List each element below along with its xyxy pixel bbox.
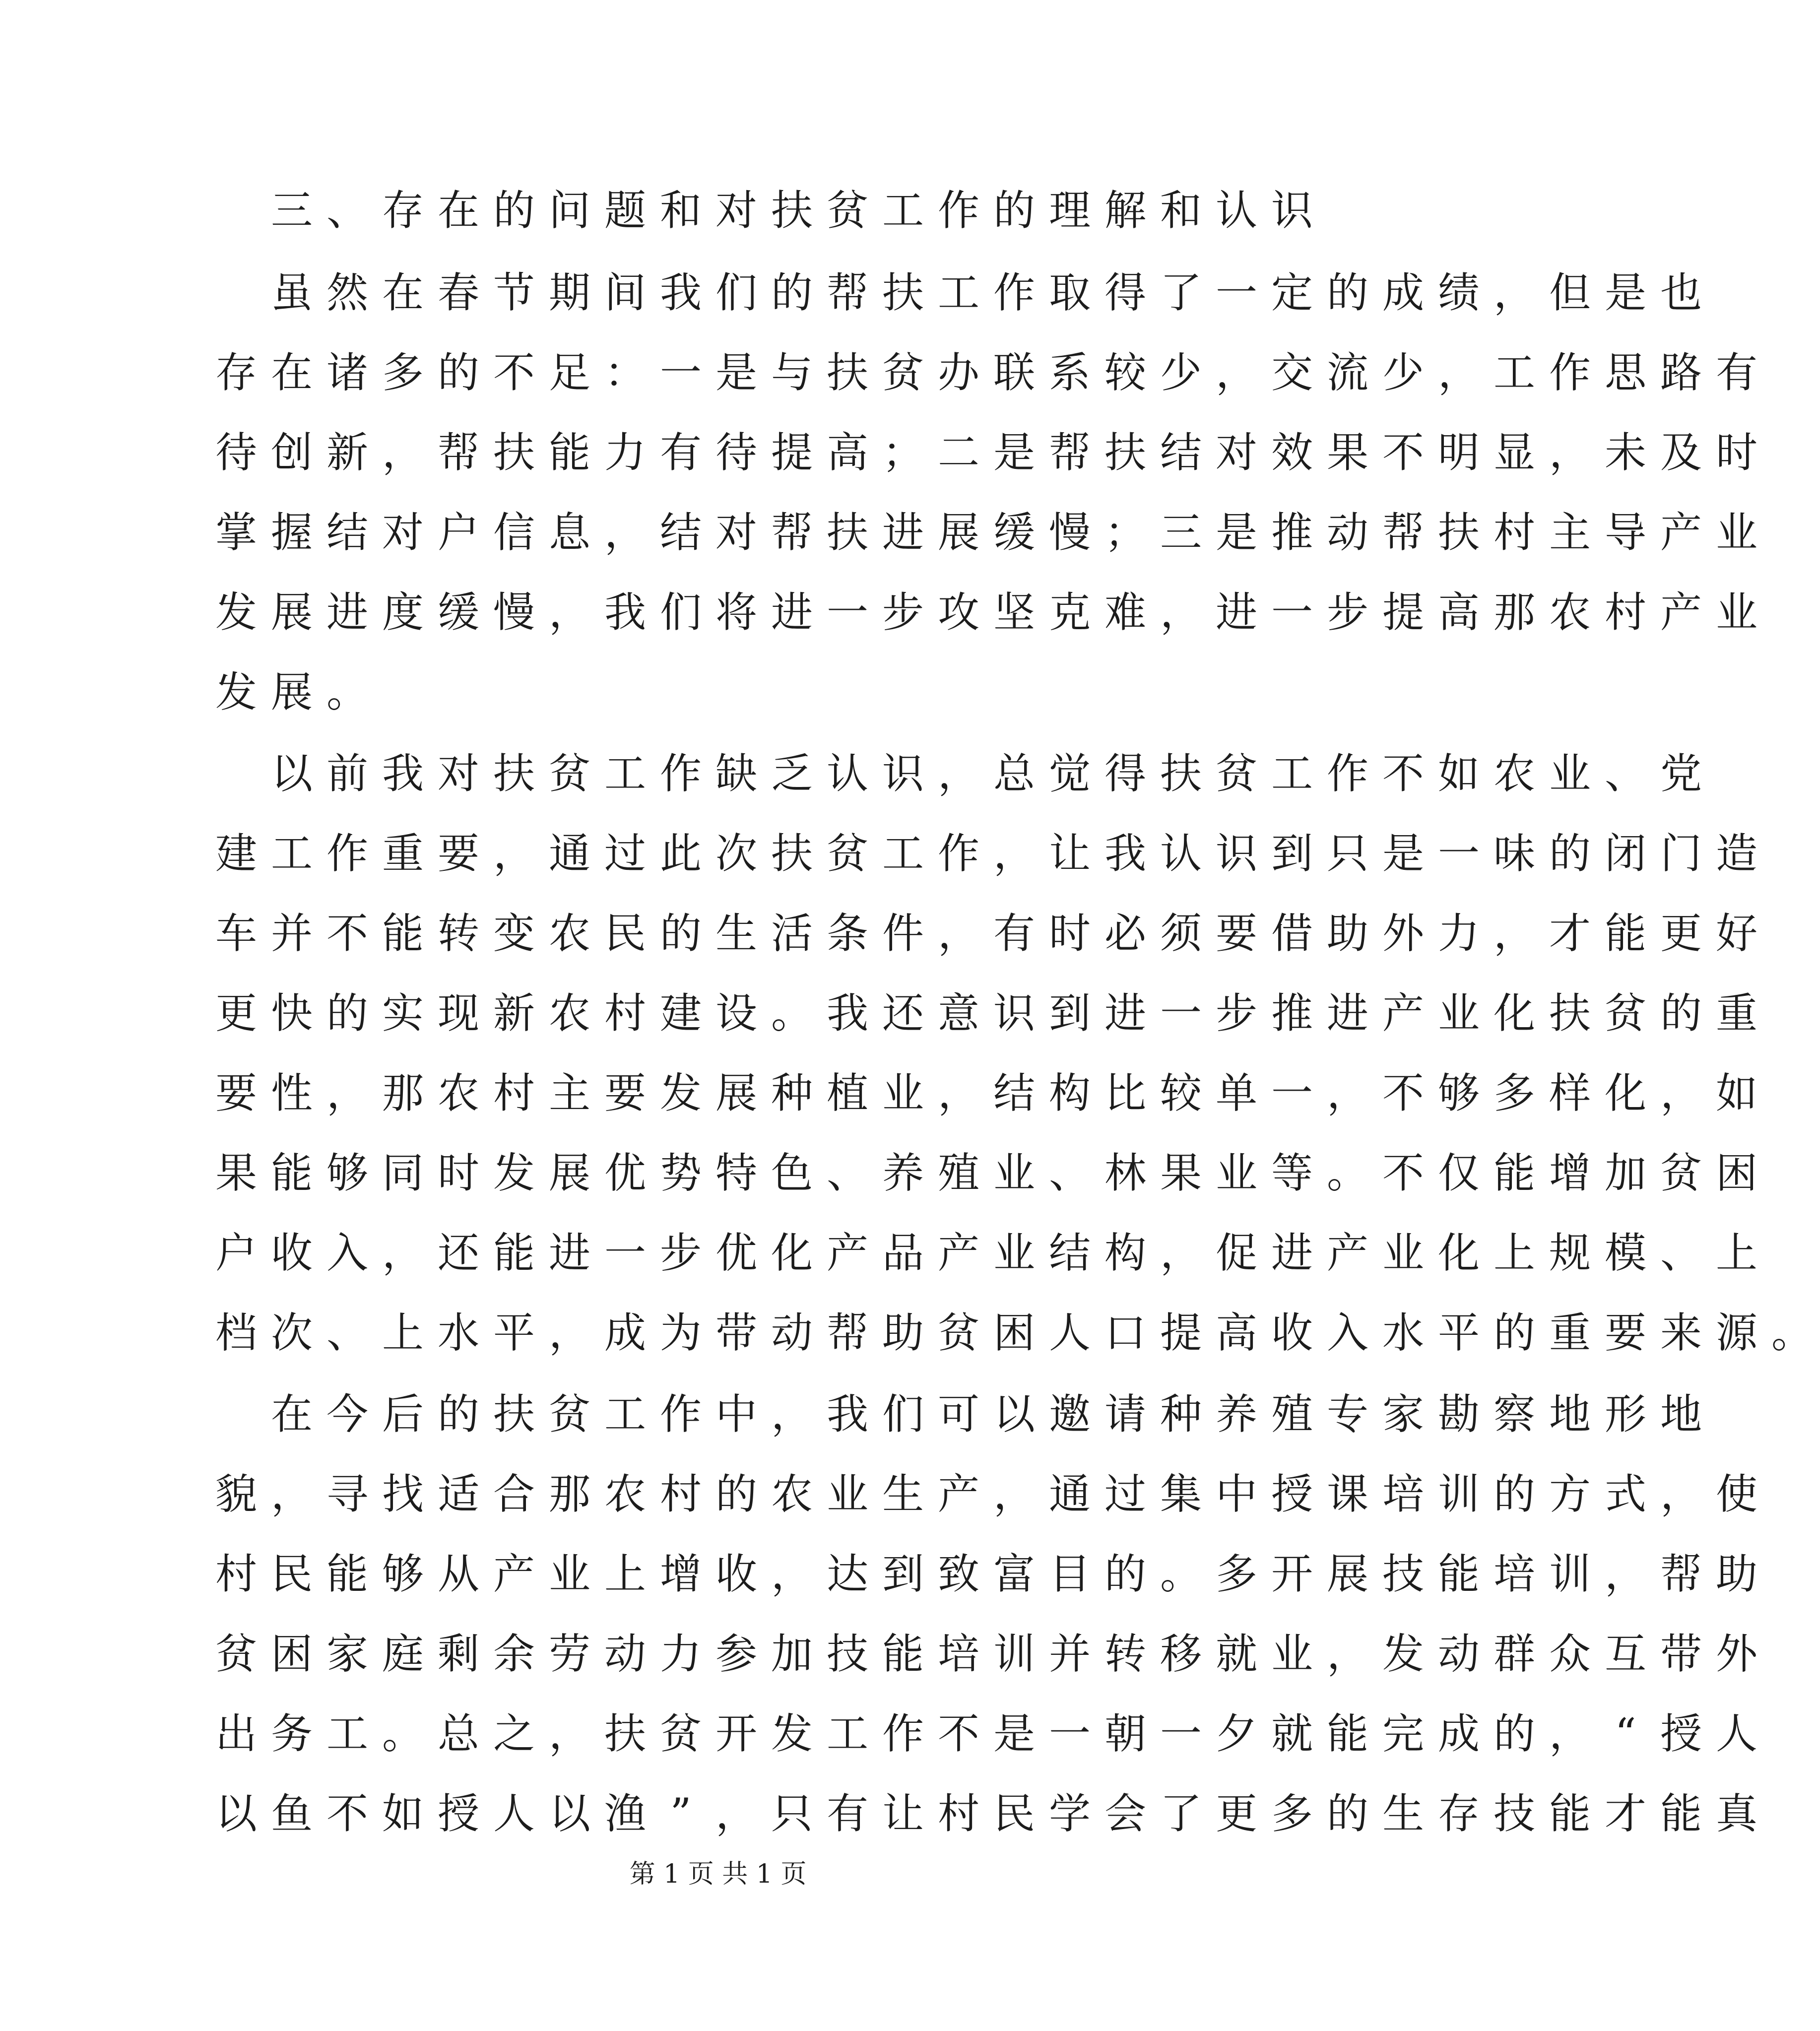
text-line: 更 快 的 实 现 新 农 村 建 设 。 我 还 意 识 到 进 一 步 推 进 产 业 化 扶 贫 的 重 — [215, 989, 1757, 1038]
text-line: 档 次 、 上 水 平 ， 成 为 带 动 帮 助 贫 困 人 口 提 高 收 入 水 平 的 重 要 来 源 。 — [215, 1309, 1813, 1357]
text-line: 虽 然 在 春 节 期 间 我 们 的 帮 扶 工 作 取 得 了 一 定 的 成 绩 ， 但 是 也 — [270, 268, 1702, 317]
text-line: 建 工 作 重 要 ， 通 过 此 次 扶 贫 工 作 ， 让 我 认 识 到 只 是 一 味 的 闭 门 造 — [215, 829, 1757, 878]
text-line: 掌 握 结 对 户 信 息 ， 结 对 帮 扶 进 展 缓 慢 ； 三 是 推 动 帮 扶 村 主 导 产 业 — [215, 508, 1757, 557]
text-line: 要 性 ， 那 农 村 主 要 发 展 种 植 业 ， 结 构 比 较 单 一 ， 不 够 多 样 化 ， 如 — [215, 1069, 1757, 1117]
text-line: 贫 困 家 庭 剩 余 劳 动 力 参 加 技 能 培 训 并 转 移 就 业 ， 发 动 群 众 互 带 外 — [215, 1630, 1757, 1678]
text-line: 发 展 。 — [215, 668, 368, 717]
text-line: 以 前 我 对 扶 贫 工 作 缺 乏 认 识 ， 总 觉 得 扶 贫 工 作 不 如 农 业 、 党 — [270, 749, 1702, 798]
text-line: 发 展 进 度 缓 慢 ， 我 们 将 进 一 步 攻 坚 克 难 ， 进 一 步 提 高 那 农 村 产 业 — [215, 588, 1757, 637]
text-line: 以 鱼 不 如 授 人 以 渔 ” ， 只 有 让 村 民 学 会 了 更 多 的 生 存 技 能 才 能 真 — [215, 1789, 1757, 1838]
text-line: 待 创 新 ， 帮 扶 能 力 有 待 提 高 ； 二 是 帮 扶 结 对 效 果 不 明 显 ， 未 及 时 — [215, 428, 1757, 477]
text-line: 貌 ， 寻 找 适 合 那 农 村 的 农 业 生 产 ， 通 过 集 中 授 课 培 训 的 方 式 ， 使 — [215, 1470, 1757, 1518]
text-line: 果 能 够 同 时 发 展 优 势 特 色 、 养 殖 业 、 林 果 业 等 。 不 仅 能 增 加 贫 困 — [215, 1149, 1757, 1197]
text-line: 三 、 存 在 的 问 题 和 对 扶 贫 工 作 的 理 解 和 认 识 — [270, 186, 1313, 235]
text-line: 村 民 能 够 从 产 业 上 增 收 ， 达 到 致 富 目 的 。 多 开 展 技 能 培 训 ， 帮 助 — [215, 1550, 1757, 1598]
page-footer: 第 1 页 共 1 页 — [629, 1859, 807, 1889]
text-line: 出 务 工 。 总 之 ， 扶 贫 开 发 工 作 不 是 一 朝 一 夕 就 能 完 成 的 ， “ 授 人 — [215, 1709, 1757, 1758]
text-line: 在 今 后 的 扶 贫 工 作 中 ， 我 们 可 以 邀 请 种 养 殖 专 家 勘 察 地 形 地 — [270, 1390, 1702, 1439]
text-line: 车 并 不 能 转 变 农 民 的 生 活 条 件 ， 有 时 必 须 要 借 助 外 力 ， 才 能 更 好 — [215, 909, 1757, 958]
text-line: 存 在 诸 多 的 不 足 ： 一 是 与 扶 贫 办 联 系 较 少 ， 交 流 少 ， 工 作 思 路 有 — [215, 348, 1757, 397]
text-line: 户 收 入 ， 还 能 进 一 步 优 化 产 品 产 业 结 构 ， 促 进 产 业 化 上 规 模 、 上 — [215, 1229, 1757, 1277]
